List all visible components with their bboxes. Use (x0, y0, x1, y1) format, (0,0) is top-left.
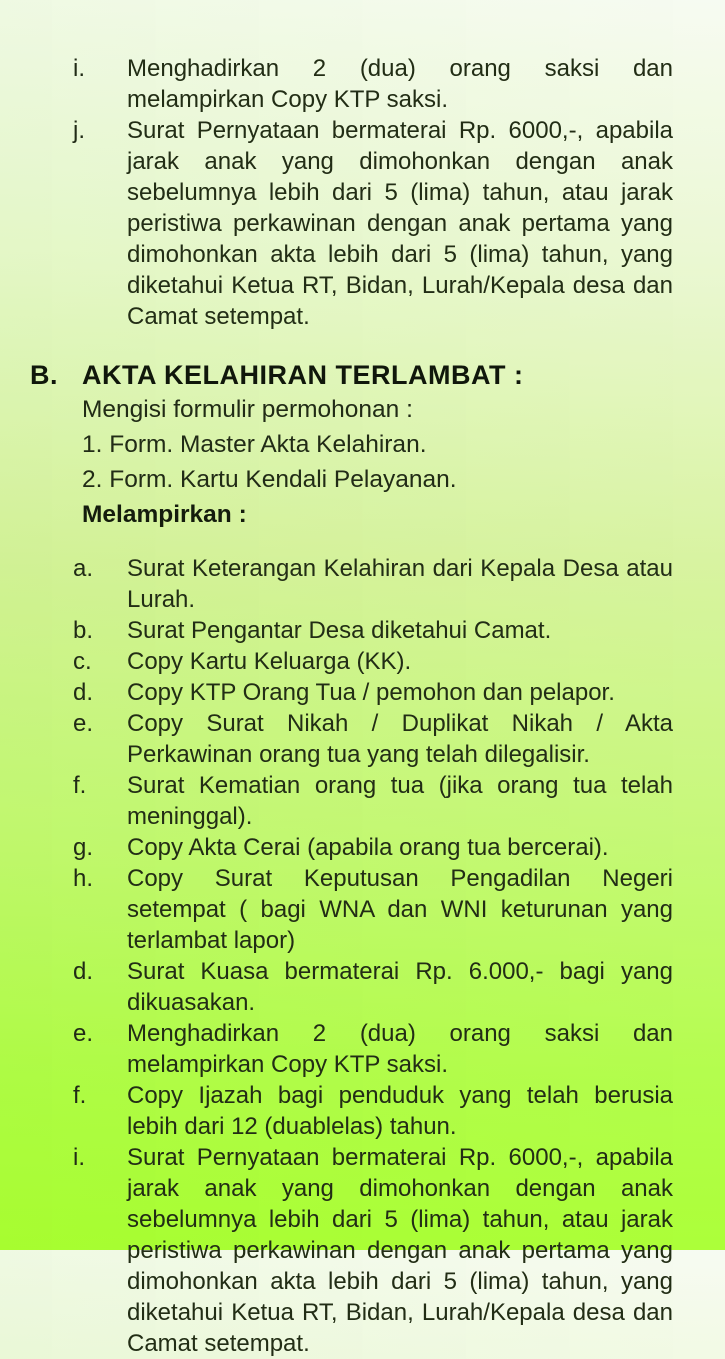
list-marker: h. (73, 865, 94, 892)
requirements-list-main (0, 553, 725, 1359)
list-item-text: Surat Pernyataan bermaterai Rp. 6000,-, apabila jarak anak yang dimohonkan dengan anak sebelumnya lebih dari 5 (lima) tahun, atau jarak peristiwa perkawinan dengan anak pertama yang dimohonkan akta lebih dari 5 (lima) tahun, yang diketahui Ketua RT, Bidan, Lurah/Kepala desa dan Camat setempat. (127, 1144, 673, 1357)
list-marker: b. (73, 617, 94, 644)
list-marker: f. (73, 772, 87, 799)
list-item-text: Menghadirkan 2 (dua) orang saksi dan melampirkan Copy KTP saksi. (127, 55, 673, 113)
list-item-text: Surat Kuasa bermaterai Rp. 6.000,- bagi yang dikuasakan. (127, 958, 673, 1016)
list-marker: d. (73, 679, 94, 706)
list-item-i2 (73, 1142, 673, 1359)
list-item-f2 (73, 1080, 673, 1142)
list-marker: e. (73, 1020, 94, 1047)
list-item-e2 (73, 1018, 673, 1080)
requirements-list-top (0, 53, 725, 332)
list-item-b (73, 615, 673, 646)
list-item-text: Surat Keterangan Kelahiran dari Kepala Desa atau Lurah. (127, 555, 673, 613)
list-item-text: Copy Kartu Keluarga (KK). (127, 648, 412, 675)
form-line-1: 1. Form. Master Akta Kelahiran. (82, 431, 427, 458)
list-item-j (73, 115, 673, 332)
list-item-d2 (73, 956, 673, 1018)
section-title: AKTA KELAHIRAN TERLAMBAT : (82, 360, 524, 390)
list-item-text: Copy Surat Keputusan Pengadilan Negeri setempat ( bagi WNA dan WNI keturunan yang terlambat lapor) (127, 865, 673, 954)
list-item-text: Surat Pengantar Desa diketahui Camat. (127, 617, 552, 644)
list-item-a (73, 553, 673, 615)
list-marker: i. (73, 55, 85, 82)
attach-label: Melampirkan : (82, 501, 247, 528)
intro-line: Mengisi formulir permohonan : (82, 396, 413, 423)
list-item-f (73, 770, 673, 832)
list-item-h (73, 863, 673, 956)
section-marker: B. (30, 360, 58, 390)
list-marker: a. (73, 555, 94, 582)
section-akta-kelahiran-terlambat (0, 359, 725, 1359)
list-marker: c. (73, 648, 92, 675)
list-item-text: Copy Ijazah bagi penduduk yang telah berusia lebih dari 12 (duablelas) tahun. (127, 1082, 673, 1140)
list-item-text: Surat Kematian orang tua (jika orang tua telah meninggal). (127, 772, 673, 830)
list-marker: f. (73, 1082, 87, 1109)
section-intro-block (82, 392, 685, 532)
list-marker: i. (73, 1144, 85, 1171)
list-item-i (73, 53, 673, 115)
list-item-text: Copy Surat Nikah / Duplikat Nikah / Akta Perkawinan orang tua yang telah dilegalisir. (127, 710, 673, 768)
list-item-d (73, 677, 673, 708)
list-item-text: Copy KTP Orang Tua / pemohon dan pelapor. (127, 679, 615, 706)
list-item-c (73, 646, 673, 677)
list-item-text: Menghadirkan 2 (dua) orang saksi dan melampirkan Copy KTP saksi. (127, 1020, 673, 1078)
list-marker: j. (73, 117, 85, 144)
list-marker: e. (73, 710, 94, 737)
form-line-2: 2. Form. Kartu Kendali Pelayanan. (82, 466, 457, 493)
list-item-text: Copy Akta Cerai (apabila orang tua bercerai). (127, 834, 609, 861)
section-heading (30, 359, 685, 392)
list-marker: g. (73, 834, 94, 861)
list-item-e (73, 708, 673, 770)
list-item-text: Surat Pernyataan bermaterai Rp. 6000,-, apabila jarak anak yang dimohonkan dengan anak sebelumnya lebih dari 5 (lima) tahun, atau jarak peristiwa perkawinan dengan anak pertama yang dimohonkan akta lebih dari 5 (lima) tahun, yang diketahui Ketua RT, Bidan, Lurah/Kepala desa dan Camat setempat. (127, 117, 673, 330)
list-item-g (73, 832, 673, 863)
list-marker: d. (73, 958, 94, 985)
